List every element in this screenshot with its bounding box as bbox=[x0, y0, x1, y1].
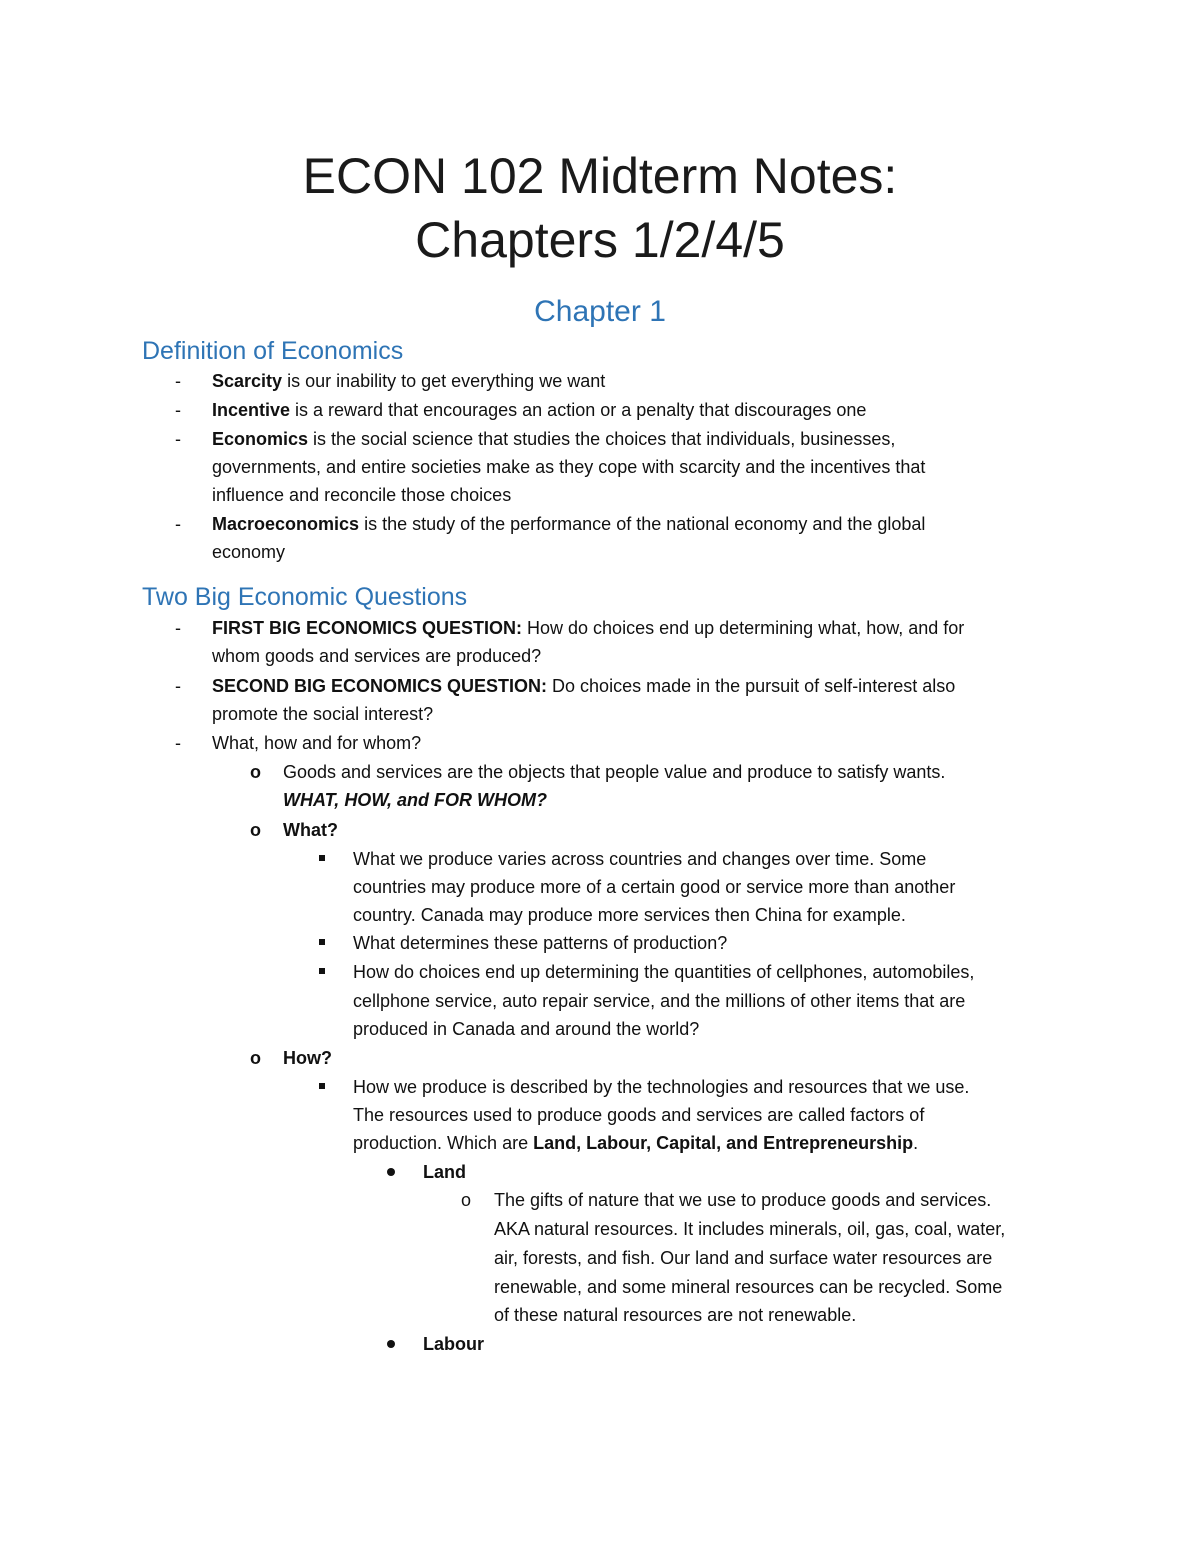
dash-marker: - bbox=[175, 371, 181, 391]
square-bullet-icon bbox=[319, 968, 325, 974]
document-title-line-1: ECON 102 Midterm Notes: bbox=[302, 148, 898, 204]
term-desc: is the social science that studies the choices that individuals, businesses, bbox=[308, 429, 896, 449]
document-title-line-2: Chapters 1/2/4/5 bbox=[415, 212, 785, 268]
round-bullet-icon bbox=[387, 1168, 395, 1176]
question-text: Do choices made in the pursuit of self-interest also bbox=[547, 676, 956, 696]
term: Economics bbox=[212, 429, 309, 449]
dash-marker: - bbox=[175, 514, 181, 534]
land-desc-line: The gifts of nature that we use to produce goods and services. bbox=[494, 1190, 992, 1210]
term: Macroeconomics bbox=[212, 514, 360, 534]
what-point-1-line: countries may produce more of a certain good or service more than another bbox=[353, 877, 956, 897]
question-label: FIRST BIG ECONOMICS QUESTION: bbox=[212, 618, 523, 638]
circle-marker: o bbox=[250, 762, 261, 782]
how-point-line: How we produce is described by the technologies and resources that we use. bbox=[353, 1077, 970, 1097]
definition-item-macroeconomics bbox=[212, 510, 925, 538]
how-point-line bbox=[353, 1129, 918, 1157]
chapter-heading: Chapter 1 bbox=[534, 295, 666, 328]
question-2-cont: promote the social interest? bbox=[212, 704, 434, 724]
question-label: SECOND BIG ECONOMICS QUESTION: bbox=[212, 676, 548, 696]
how-point-line: The resources used to produce goods and services are called factors of bbox=[353, 1105, 925, 1125]
circle-marker: o bbox=[250, 820, 261, 840]
dash-marker: - bbox=[175, 429, 181, 449]
dash-marker: - bbox=[175, 676, 181, 696]
land-desc-line: of these natural resources are not renewable. bbox=[494, 1305, 857, 1325]
term-desc: is a reward that encourages an action or a penalty that discourages one bbox=[290, 400, 867, 420]
definition-item-economics-cont: governments, and entire societies make as they cope with scarcity and the incentives that bbox=[212, 457, 926, 477]
what-point-1-line: country. Canada may produce more services then China for example. bbox=[353, 905, 906, 925]
land-label: Land bbox=[423, 1162, 466, 1182]
dash-marker: - bbox=[175, 733, 181, 753]
circle-marker: o bbox=[461, 1190, 472, 1210]
definition-heading: Definition of Economics bbox=[142, 337, 404, 365]
circle-marker: o bbox=[250, 1048, 261, 1068]
what-point-1-line: What we produce varies across countries and changes over time. Some bbox=[353, 849, 927, 869]
square-bullet-icon bbox=[319, 1083, 325, 1089]
land-desc-line: air, forests, and fish. Our land and surface water resources are bbox=[494, 1248, 993, 1268]
dash-marker: - bbox=[175, 400, 181, 420]
dash-marker: - bbox=[175, 618, 181, 638]
term: Scarcity bbox=[212, 371, 283, 391]
question-1 bbox=[212, 614, 964, 642]
definition-item-incentive bbox=[212, 396, 866, 424]
term-desc: is our inability to get everything we want bbox=[282, 371, 606, 391]
goods-services-item: Goods and services are the objects that people value and produce to satisfy wants. bbox=[283, 762, 946, 782]
labour-label: Labour bbox=[423, 1334, 484, 1354]
square-bullet-icon bbox=[319, 939, 325, 945]
question-1-cont: whom goods and services are produced? bbox=[212, 646, 542, 666]
how-label: How? bbox=[283, 1048, 332, 1068]
round-bullet-icon bbox=[387, 1340, 395, 1348]
land-desc-line: renewable, and some mineral resources can be recycled. Some bbox=[494, 1277, 1003, 1297]
definition-item-macroeconomics-cont: economy bbox=[212, 542, 286, 562]
what-point-2: What determines these patterns of production? bbox=[353, 933, 728, 953]
square-bullet-icon bbox=[319, 855, 325, 861]
how-point-text: production. Which are bbox=[353, 1133, 534, 1153]
what-point-3-line: produced in Canada and around the world? bbox=[353, 1019, 700, 1039]
term: Incentive bbox=[212, 400, 291, 420]
factors-of-production: Land, Labour, Capital, and Entrepreneurship bbox=[533, 1133, 914, 1153]
what-how-whom-emphasis: WHAT, HOW, and FOR WHOM? bbox=[283, 790, 547, 810]
questions-heading: Two Big Economic Questions bbox=[142, 583, 468, 611]
what-how-whom-item: What, how and for whom? bbox=[212, 733, 422, 753]
what-point-3-line: How do choices end up determining the quantities of cellphones, automobiles, bbox=[353, 962, 975, 982]
term-desc: is the study of the performance of the national economy and the global bbox=[359, 514, 926, 534]
question-text: How do choices end up determining what, how, and for bbox=[522, 618, 965, 638]
land-desc-line: AKA natural resources. It includes minerals, oil, gas, coal, water, bbox=[494, 1219, 1006, 1239]
definition-item-economics-cont: influence and reconcile those choices bbox=[212, 485, 512, 505]
what-label: What? bbox=[283, 820, 338, 840]
definition-item-economics bbox=[212, 425, 895, 453]
what-point-3-line: cellphone service, auto repair service, and the millions of other items that are bbox=[353, 991, 966, 1011]
definition-item-scarcity bbox=[212, 367, 605, 395]
how-point-end: . bbox=[913, 1133, 919, 1153]
question-2 bbox=[212, 672, 955, 700]
